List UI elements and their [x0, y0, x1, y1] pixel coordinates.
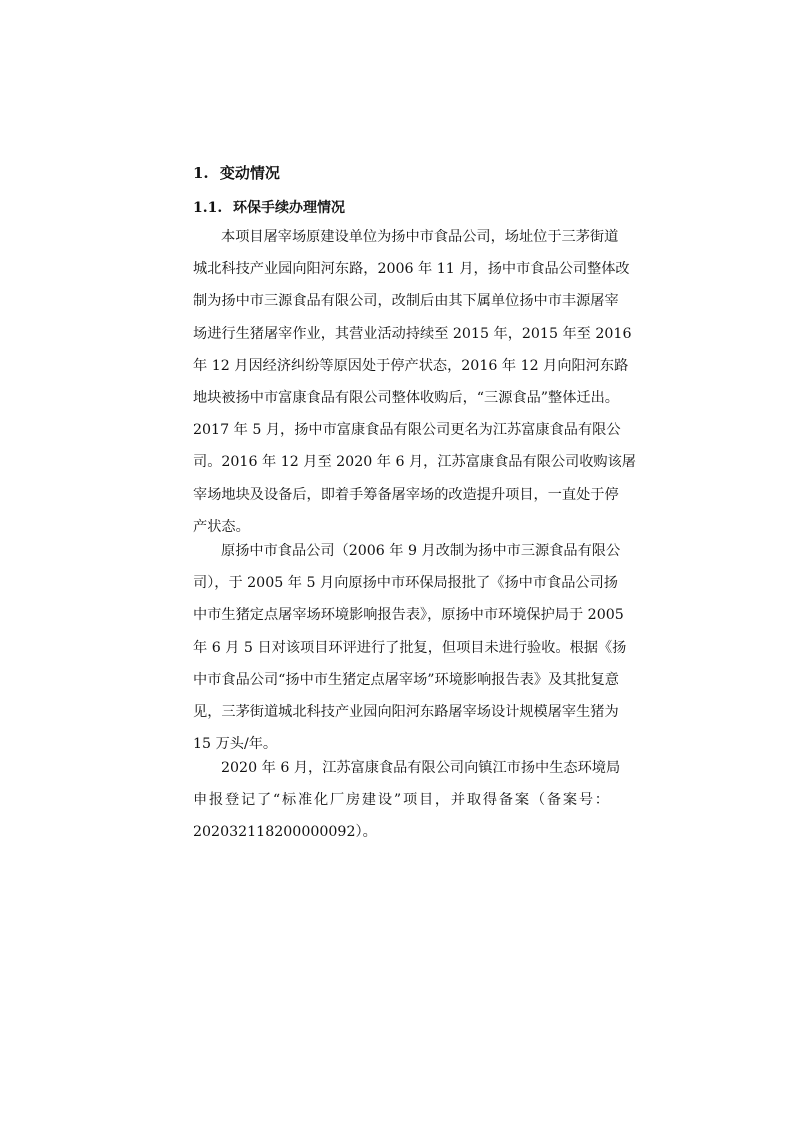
paragraph-line: 年 12 月因经济纠纷等原因处于停产状态，2016 年 12 月向阳河东路	[193, 357, 629, 374]
paragraph-line: 15 万头/年。	[193, 736, 278, 753]
paragraph-line: 中市食品公司“扬中市生猪定点屠宰场”环境影响报告表》及其批复意	[193, 671, 619, 688]
section-title: 变动情况	[219, 164, 280, 182]
paragraph-line: 产状态。	[193, 518, 250, 535]
subsection-title: 环保手续办理情况	[233, 200, 345, 216]
paragraph-line: 年 6 月 5 日对该项目环评进行了批复，但项目未进行验收。根据《扬	[193, 639, 627, 656]
paragraph-1	[193, 221, 636, 543]
paragraph-line: 地块被扬中市富康食品有限公司整体收购后，“三源食品”整体迁出。	[193, 389, 619, 406]
section-heading	[193, 162, 280, 183]
paragraph-line: 制为扬中市三源食品有限公司，改制后由其下属单位扬中市丰源屠宰	[193, 293, 619, 310]
paragraph-line: 2020 年 6 月，江苏富康食品有限公司向镇江市扬中生态环境局	[221, 760, 621, 776]
paragraph-line: 申报登记了“标准化厂房建设”项目，并取得备案（备案号：	[193, 792, 609, 809]
subsection-number: 1.1.	[193, 200, 223, 216]
paragraph-line: 宰场地块及设备后，即着手筹备屠宰场的改造提升项目，一直处于停	[193, 486, 619, 503]
paragraph-line: 城北科技产业园向阳河东路，2006 年 11 月，扬中市食品公司整体改	[193, 261, 630, 278]
paragraph-line: 202032118200000092）。	[193, 824, 377, 841]
paragraph-3	[193, 752, 621, 849]
paragraph-line: 司。2016 年 12 月至 2020 年 6 月，江苏富康食品有限公司收购该屠	[193, 454, 636, 471]
paragraph-line: 2017 年 5 月，扬中市富康食品有限公司更名为江苏富康食品有限公	[193, 422, 621, 439]
paragraph-line: 司），于 2005 年 5 月向原扬中市环保局报批了《扬中市食品公司扬	[193, 575, 618, 592]
subsection-heading	[193, 197, 345, 217]
paragraph-line: 见，三茅街道城北科技产业园向阳河东路屠宰场设计规模屠宰生猪为	[193, 703, 619, 720]
paragraph-line: 原扬中市食品公司（2006 年 9 月改制为扬中市三源食品有限公	[221, 543, 621, 559]
paragraph-line: 场进行生猪屠宰作业，其营业活动持续至 2015 年，2015 年至 2016	[193, 325, 632, 342]
paragraph-line: 中市生猪定点屠宰场环境影响报告表》，原扬中市环境保护局于 2005	[193, 607, 624, 624]
section-number: 1.	[193, 164, 209, 182]
paragraph-2	[193, 535, 627, 760]
paragraph-line: 本项目屠宰场原建设单位为扬中市食品公司，场址位于三茅街道	[221, 229, 619, 245]
